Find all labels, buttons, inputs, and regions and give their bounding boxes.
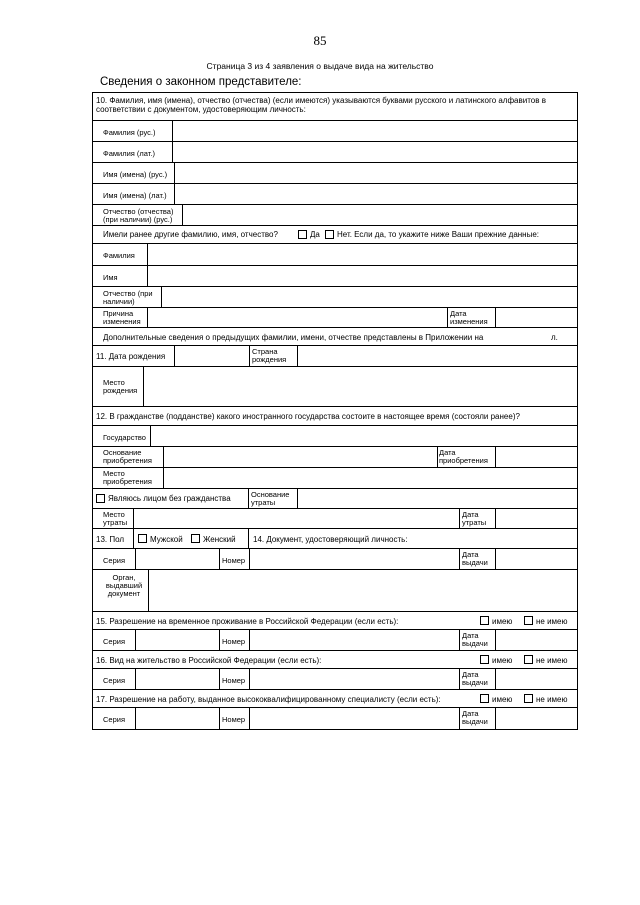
s15-not-have-checkbox[interactable]: [524, 616, 533, 625]
acq-date-field[interactable]: [496, 448, 577, 466]
change-reason-field[interactable]: [148, 309, 445, 326]
prev-name-field[interactable]: [148, 267, 577, 285]
change-date-label: Дата изменения: [450, 309, 488, 326]
loss-place-field[interactable]: [134, 510, 458, 527]
state-row: [93, 425, 577, 446]
loss-date-field[interactable]: [496, 510, 577, 527]
s17-have-label: имею: [492, 695, 513, 704]
doc-number-field[interactable]: [250, 550, 459, 568]
prev-name-label: Имя: [103, 273, 118, 282]
sex-male-checkbox[interactable]: [138, 534, 147, 543]
doc-series-label: Серия: [103, 556, 126, 565]
name-ru-row: [93, 162, 577, 183]
birth-country-label: Страна рождения: [252, 347, 287, 364]
prev-names-question: Имели ранее другие фамилию, имя, отчество?: [103, 230, 278, 239]
s17-have-checkbox[interactable]: [480, 694, 489, 703]
s15-have-checkbox[interactable]: [480, 616, 489, 625]
s17-number-field[interactable]: [250, 709, 459, 728]
s17-series-label: Серия: [103, 715, 126, 724]
s17-series-row: [93, 707, 577, 729]
acq-place-row: [93, 467, 577, 488]
name-ru-field[interactable]: [175, 164, 577, 182]
s15-number-field[interactable]: [250, 631, 459, 649]
birth-place-label: Место рождения: [103, 378, 138, 395]
surname-lat-label: Фамилия (лат.): [103, 149, 155, 158]
doc-number-label: Номер: [222, 556, 246, 565]
loss-place-label: Место утраты: [103, 510, 128, 527]
name-lat-label: Имя (имена) (лат.): [103, 191, 167, 200]
patronymic-ru-label: Отчество (отчества) (при наличии) (рус.): [103, 207, 174, 224]
acq-place-label: Место приобретения: [103, 469, 152, 486]
s15-issue-date-field[interactable]: [496, 631, 577, 649]
name-ru-label: Имя (имена) (рус.): [103, 170, 168, 179]
change-reason-row: [93, 307, 577, 327]
additional-info-text: Дополнительные сведения о предыдущих фамилии, имени, отчестве представлены в Приложении на: [103, 333, 484, 342]
name-lat-field[interactable]: [175, 185, 577, 203]
doc-series-field[interactable]: [136, 550, 218, 568]
s15-series-field[interactable]: [136, 631, 218, 649]
prev-names-no-label: Нет. Если да, то укажите ниже Ваши прежние данные:: [337, 230, 540, 239]
page-subtitle: Страница 3 из 4 заявления о выдаче вида на жительство: [206, 61, 434, 71]
s17-not-have-label: не имею: [536, 695, 568, 704]
state-field[interactable]: [151, 427, 577, 445]
surname-ru-label: Фамилия (рус.): [103, 128, 156, 137]
s16-have-label: имею: [492, 656, 513, 665]
sex-female-checkbox[interactable]: [191, 534, 200, 543]
change-date-field[interactable]: [496, 309, 577, 326]
s16-have-checkbox[interactable]: [480, 655, 489, 664]
s17-not-have-checkbox[interactable]: [524, 694, 533, 703]
loss-basis-field[interactable]: [298, 490, 577, 507]
birth-date-label: 11. Дата рождения: [96, 352, 166, 361]
doc-issue-date-field[interactable]: [496, 550, 577, 568]
s15-have-label: имею: [492, 617, 513, 626]
s12-title: 12. В гражданстве (подданстве) какого иностранного государства состоите в настоящее время (состояли ранее)?: [96, 412, 520, 421]
s16-not-have-checkbox[interactable]: [524, 655, 533, 664]
prev-names-yes-checkbox[interactable]: [298, 230, 307, 239]
s17-title-row: [93, 689, 577, 707]
doc-issuer-field[interactable]: [149, 571, 577, 610]
s17-issue-date-label: Дата выдачи: [462, 709, 488, 726]
s16-number-label: Номер: [222, 676, 246, 685]
acq-date-label: Дата приобретения: [439, 448, 488, 465]
s15-title-row: [93, 611, 577, 629]
birth-country-field[interactable]: [298, 347, 577, 365]
s17-number-label: Номер: [222, 715, 246, 724]
s16-series-field[interactable]: [136, 670, 218, 688]
s16-issue-date-field[interactable]: [496, 670, 577, 688]
sex-label: 13. Пол: [96, 535, 125, 544]
acq-place-field[interactable]: [164, 469, 577, 487]
doc-issuer-label: Орган, выдавший документ: [105, 573, 143, 598]
birth-date-field[interactable]: [175, 347, 248, 365]
surname-lat-row: [93, 141, 577, 162]
birth-place-row: [93, 366, 577, 406]
s15-series-row: [93, 629, 577, 650]
s17-issue-date-field[interactable]: [496, 709, 577, 728]
stateless-label: Являюсь лицом без гражданства: [108, 494, 231, 503]
surname-ru-row: [93, 120, 577, 141]
stateless-checkbox[interactable]: [96, 494, 105, 503]
surname-lat-field[interactable]: [173, 143, 577, 161]
birth-date-row: [93, 345, 577, 366]
sex-female-label: Женский: [203, 535, 236, 544]
loss-date-label: Дата утраты: [462, 510, 487, 527]
s16-series-row: [93, 668, 577, 689]
surname-ru-field[interactable]: [173, 122, 577, 140]
prev-patronymic-label: Отчество (при наличии): [103, 289, 153, 306]
name-lat-row: [93, 183, 577, 204]
prev-surname-row: [93, 243, 577, 265]
patronymic-ru-field[interactable]: [183, 206, 577, 224]
prev-names-row: [93, 225, 577, 243]
loss-place-row: [93, 508, 577, 528]
s16-series-label: Серия: [103, 676, 126, 685]
patronymic-ru-row: [93, 204, 577, 225]
s16-title-row: [93, 650, 577, 668]
s17-series-field[interactable]: [136, 709, 218, 728]
s15-title: 15. Разрешение на временное проживание в Российской Федерации (если есть):: [96, 617, 399, 626]
sex-male-label: Мужской: [150, 535, 183, 544]
doc-series-row: [93, 548, 577, 569]
doc-issue-date-label: Дата выдачи: [462, 550, 488, 567]
page-number: 85: [313, 33, 327, 48]
change-reason-label: Причина изменения: [103, 309, 141, 326]
additional-info-suffix: л.: [551, 333, 558, 342]
stateless-row: [93, 488, 577, 508]
s15-not-have-label: не имею: [536, 617, 568, 626]
s14-title: 14. Документ, удостоверяющий личность:: [253, 535, 408, 544]
s15-issue-date-label: Дата выдачи: [462, 631, 488, 648]
prev-patronymic-field[interactable]: [162, 288, 577, 306]
s16-number-field[interactable]: [250, 670, 459, 688]
s15-series-label: Серия: [103, 637, 126, 646]
s16-title: 16. Вид на жительство в Российской Федерации (если есть):: [96, 656, 322, 665]
state-label: Государство: [103, 433, 146, 442]
additional-info-row: [93, 327, 577, 345]
prev-surname-field[interactable]: [148, 245, 577, 264]
birth-place-field[interactable]: [144, 368, 577, 405]
prev-name-row: [93, 265, 577, 286]
prev-names-no-checkbox[interactable]: [325, 230, 334, 239]
s10-title: 10. Фамилия, имя (имена), отчество (отчества) (если имеются) указываются буквами русского и латинского алфавитов в соответствии с документом, удостоверяющим личность:: [96, 96, 546, 114]
acq-basis-label: Основание приобретения: [103, 448, 152, 465]
sex-doc-row: [93, 528, 577, 548]
prev-patronymic-row: [93, 286, 577, 307]
representative-form: [92, 92, 578, 730]
s12-title-row: [93, 406, 577, 425]
s16-issue-date-label: Дата выдачи: [462, 670, 488, 687]
prev-names-yes-label: Да: [310, 230, 320, 239]
acq-basis-field[interactable]: [164, 448, 436, 466]
s10-title-row: [93, 93, 577, 120]
s16-not-have-label: не имею: [536, 656, 568, 665]
loss-basis-label: Основание утраты: [251, 490, 290, 507]
section-heading: Сведения о законном представителе:: [100, 76, 302, 88]
acq-basis-row: [93, 446, 577, 467]
s15-number-label: Номер: [222, 637, 246, 646]
prev-surname-label: Фамилия: [103, 251, 135, 260]
s17-title: 17. Разрешение на работу, выданное высококвалифицированному специалисту (если есть):: [96, 695, 441, 704]
doc-issuer-row: [93, 569, 577, 611]
